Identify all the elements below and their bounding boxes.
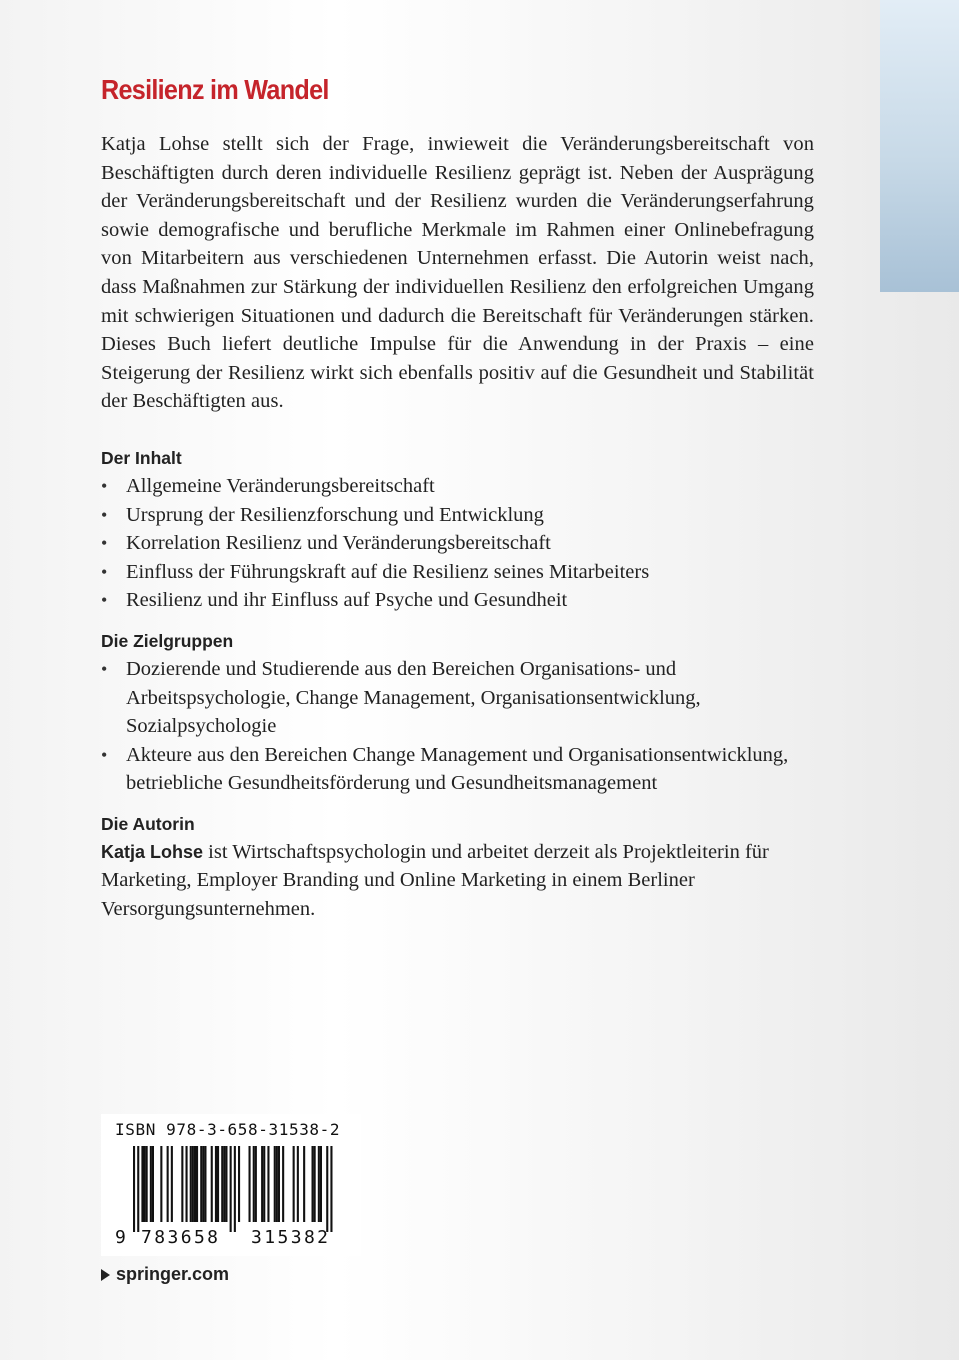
book-title: Resilienz im Wandel	[101, 74, 329, 105]
barcode-bar	[261, 1146, 263, 1222]
barcode-bar	[211, 1146, 213, 1222]
audience-list	[101, 655, 814, 798]
barcode-bar	[217, 1146, 219, 1222]
barcode-bar	[278, 1146, 280, 1222]
barcode-bar	[204, 1146, 206, 1222]
barcode-digit-first: 9	[115, 1227, 129, 1248]
barcode-guard-bar	[230, 1146, 232, 1232]
list-item: • Korrelation Resilienz und Veränderungsbereitschaft	[101, 529, 814, 558]
barcode-bar	[303, 1146, 305, 1222]
barcode-bar	[160, 1146, 162, 1222]
audience-heading: Die Zielgruppen	[101, 630, 234, 651]
list-item: • Einfluss der Führungskraft auf die Resilienz seines Mitarbeiters	[101, 558, 814, 587]
barcode-bar	[276, 1146, 278, 1222]
intro-paragraph: Katja Lohse stellt sich der Frage, inwieweit die Veränderungsbereitschaft von Beschäftigten durch deren individuelle Resilienz geprägt ist. Neben der Ausprägung der Veränderungsbereitschaft und der Resilienz wurden die Veränderungserfahrung sowie demografische und berufliche Merkmale im Rahmen einer Onlinebefragung von Mitarbeitern aus verschiedenen Unternehmen erfasst. Die Autorin weist nach, dass Maßnahmen zur Stärkung der individuellen Resilienz den erfolgreichen Umgang mit schwierigen Situationen und dadurch die Bereitschaft für Veränderungen stärken. Dieses Buch liefert deutliche Impulse für die Anwendung in der Praxis – eine Steigerung der Resilienz wirkt sich ebenfalls positiv auf die Gesundheit und Stabilität der Beschäftigten aus.	[101, 133, 814, 413]
contents-list	[101, 472, 814, 615]
list-item: • Resilienz und ihr Einfluss auf Psyche und Gesundheit	[101, 586, 814, 615]
barcode-bar	[312, 1146, 314, 1222]
barcode-bar	[221, 1146, 223, 1222]
author-name: Katja Lohse	[101, 841, 204, 862]
list-item: • Ursprung der Resilienzforschung und Entwicklung	[101, 501, 814, 530]
isbn-barcode	[101, 1114, 361, 1256]
barcode-digits-left: 783658	[141, 1227, 221, 1248]
author-bio	[101, 838, 814, 924]
publisher-website-link[interactable]	[101, 1262, 229, 1286]
barcode-bar	[167, 1146, 169, 1222]
contents-heading: Der Inhalt	[101, 447, 182, 468]
barcode-bar	[274, 1146, 276, 1222]
publisher-website: springer.com	[116, 1264, 230, 1284]
barcode-guard-bar	[133, 1146, 135, 1232]
barcode-bar	[146, 1146, 148, 1222]
barcode-bar	[314, 1146, 316, 1222]
barcode-bar	[186, 1146, 188, 1222]
list-item: • Dozierende und Studierende aus den Bereichen Organisations- und Arbeitspsychologie, Change Management, Organisationsentwicklung, Sozialpsychologie	[101, 655, 814, 741]
barcode-guard-bar	[326, 1146, 328, 1232]
barcode-bar	[225, 1146, 227, 1222]
blue-side-strip	[880, 0, 959, 292]
barcode-bar	[293, 1146, 295, 1222]
play-arrow-icon	[101, 1269, 110, 1281]
barcode-bar	[196, 1146, 198, 1222]
barcode-bar	[255, 1146, 257, 1222]
barcode-bar	[202, 1146, 204, 1222]
barcode-digits-right: 315382	[251, 1227, 331, 1248]
barcode-bar	[141, 1146, 143, 1222]
list-item: • Akteure aus den Bereichen Change Management und Organisationsentwicklung, betriebliche Gesundheitsförderung und Gesundheitsmanagement	[101, 741, 814, 798]
barcode-bar	[150, 1146, 152, 1222]
barcode-bar	[238, 1146, 240, 1222]
barcode-bar	[320, 1146, 322, 1222]
barcode-bar	[171, 1146, 173, 1222]
barcode-bar	[297, 1146, 299, 1222]
barcode-bar	[144, 1146, 146, 1222]
barcode-bar	[215, 1146, 217, 1222]
barcode-bar	[267, 1146, 269, 1222]
barcode-guard-bar	[330, 1146, 332, 1232]
barcode-bar	[318, 1146, 320, 1222]
barcode-bar	[181, 1146, 183, 1222]
barcode-bar	[253, 1146, 255, 1222]
back-cover-content	[101, 70, 814, 924]
barcode-bar	[282, 1146, 284, 1222]
barcode-bar	[249, 1146, 251, 1222]
barcode-guard-bar	[137, 1146, 139, 1232]
barcode-bar	[200, 1146, 202, 1222]
barcode-bar	[152, 1146, 154, 1222]
barcode-guard-bar	[234, 1146, 236, 1232]
author-heading: Die Autorin	[101, 813, 195, 834]
list-item: • Allgemeine Veränderungsbereitschaft	[101, 472, 814, 501]
barcode-bar	[194, 1146, 196, 1222]
barcode-bar	[192, 1146, 194, 1222]
barcode-bar	[190, 1146, 192, 1222]
barcode-bar	[223, 1146, 225, 1222]
barcode-bar	[263, 1146, 265, 1222]
author-bio-text: ist Wirtschaftspsychologin und arbeitet derzeit als Projektleiterin für Marketing, Employer Branding und Online Marketing in einem Berliner Versorgungsunternehmen.	[101, 840, 769, 921]
isbn-label: ISBN 978-3-658-31538-2	[115, 1120, 341, 1139]
